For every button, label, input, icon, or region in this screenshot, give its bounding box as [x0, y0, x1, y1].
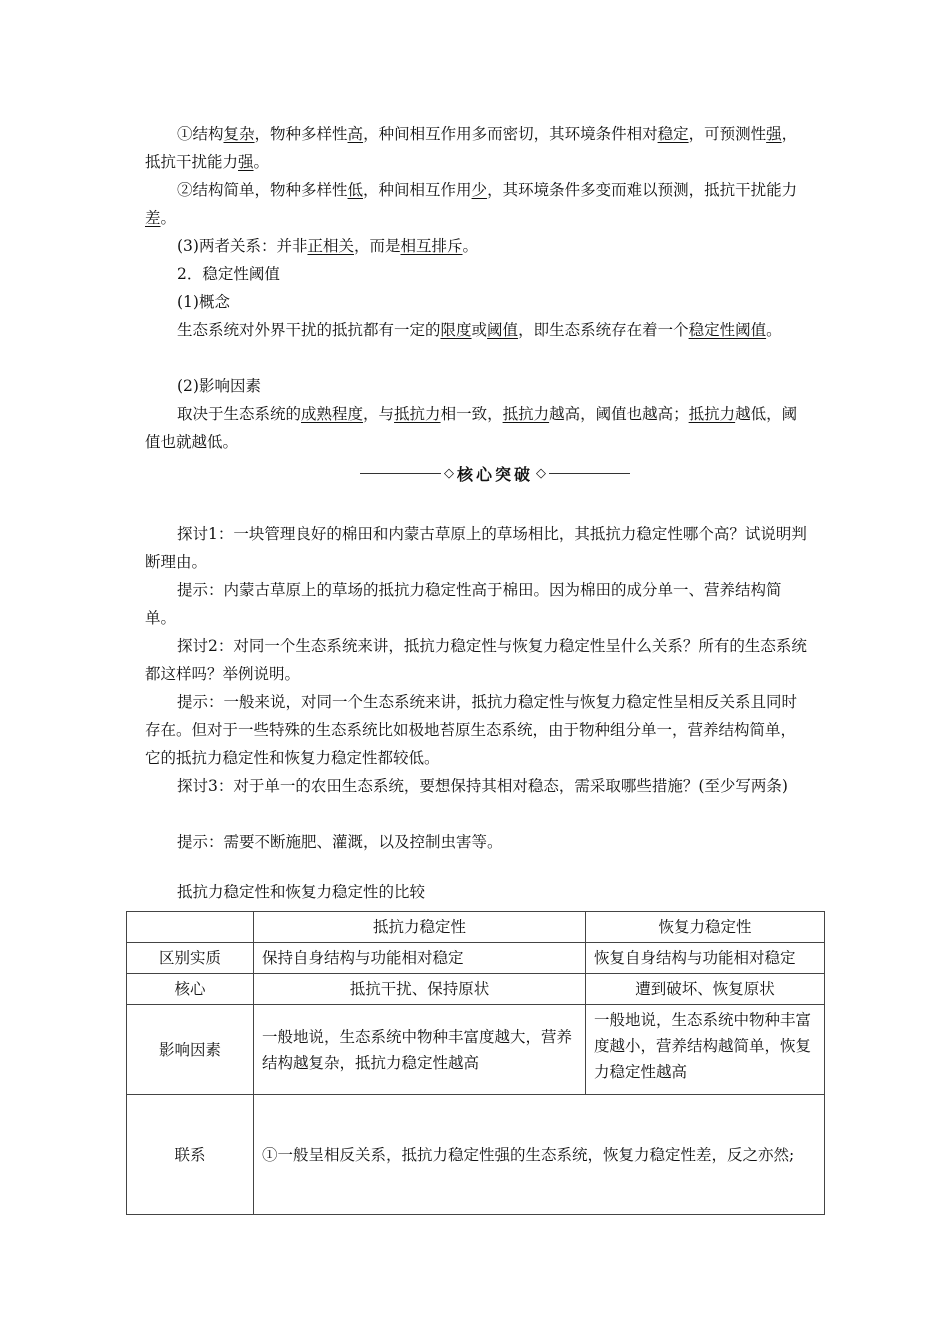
header-cell: 恢复力稳定性: [586, 912, 825, 943]
text: ，物种多样性: [254, 125, 348, 143]
header-cell: 抵抗力稳定性: [254, 912, 586, 943]
question-1: 探讨1：一块管理良好的棉田和内蒙古草原上的草场相比，其抵抗力稳定性哪个高？试说明判断理由。: [145, 525, 807, 571]
answer-blank: 高: [347, 125, 364, 143]
answer-blank: 复杂: [223, 125, 255, 143]
heading-factors: (2)影响因素: [177, 377, 261, 395]
table-row: [127, 1005, 825, 1095]
header-cell: [127, 912, 254, 943]
text: 。: [160, 209, 177, 227]
table-cell: 一般地说，生态系统中物种丰富度越小，营养结构越简单，恢复力稳定性越高: [586, 1005, 825, 1095]
paragraph-relationship: [145, 232, 810, 260]
diamond-icon: ◇: [536, 465, 547, 481]
table-cell: ①一般呈相反关系，抵抗力稳定性强的生态系统，恢复力稳定性差，反之亦然;: [254, 1095, 825, 1215]
answer-blank: 成熟程度: [301, 405, 364, 423]
answer-blank: 限度: [440, 321, 472, 339]
question-2: 探讨2：对同一个生态系统来讲，抵抗力稳定性与恢复力稳定性呈什么关系？所有的生态系统都这样吗？举例说明。: [145, 637, 807, 683]
answer-blank: 强: [238, 153, 254, 171]
answer-blank: 相互排斥: [400, 237, 463, 255]
answer-2: 提示：一般来说，对同一个生态系统来讲，抵抗力稳定性与恢复力稳定性呈相反关系且同时存在。但对于一些特殊的生态系统比如极地苔原生态系统，由于物种组分单一，营养结构简单，它的抵抗力稳定性和恢复力稳定性都较低。: [145, 693, 798, 767]
section-divider: [360, 460, 630, 486]
text: 相一致，: [440, 405, 503, 423]
comparison-table: [126, 911, 825, 1215]
row-label: 区别实质: [127, 943, 254, 974]
text: 生态系统对外界干扰的抵抗都有一定的: [177, 321, 441, 339]
text: ①结构: [177, 125, 224, 143]
text: 。: [766, 321, 782, 339]
text: ，即生态系统存在着一个: [518, 321, 689, 339]
answer-blank: 低: [347, 181, 364, 199]
text: ，其环境条件多变而难以预测，抵抗干扰能力: [487, 181, 798, 199]
answer-blank: 抵抗力: [502, 405, 550, 423]
table-cell: 一般地说，生态系统中物种丰富度越大，营养结构越复杂，抵抗力稳定性越高: [254, 1005, 586, 1095]
paragraph-concept: [145, 316, 810, 344]
text: ，而是: [353, 237, 401, 255]
text: 取决于生态系统的: [177, 405, 302, 423]
table-cell: 恢复自身结构与功能相对稳定: [586, 943, 825, 974]
table-row: [127, 974, 825, 1005]
answer-blank: 强: [766, 125, 782, 143]
text: ，与: [363, 405, 395, 423]
heading-concept: (1)概念: [177, 293, 230, 311]
divider-line: [549, 473, 630, 474]
row-label: 联系: [127, 1095, 254, 1215]
answer-blank: 抵抗力: [394, 405, 441, 423]
text: (3)两者关系：并非: [177, 237, 308, 255]
answer-blank: 差: [145, 209, 161, 227]
answer-blank: 少: [471, 181, 488, 199]
table-row: [127, 1095, 825, 1215]
text: 越低，阈值也就越低。: [145, 405, 798, 451]
table-row: [127, 943, 825, 974]
text: ，可预测性: [688, 125, 767, 143]
row-label: 影响因素: [127, 1005, 254, 1095]
text: ，种间相互作用: [363, 181, 472, 199]
answer-3: 提示：需要不断施肥、灌溉，以及控制虫害等。: [177, 833, 503, 851]
section-title: 核心突破: [457, 464, 534, 484]
table-cell: 遭到破坏、恢复原状: [586, 974, 825, 1005]
answer-blank: 稳定性阈值: [688, 321, 767, 339]
table-header-row: [127, 912, 825, 943]
table-caption: 抵抗力稳定性和恢复力稳定性的比较: [177, 883, 426, 901]
paragraph-factors: [145, 400, 810, 456]
heading-threshold: 2．稳定性阈值: [177, 265, 280, 283]
text: 。: [462, 237, 479, 255]
text: ②结构简单，物种多样性: [177, 181, 348, 199]
text: 。: [253, 153, 270, 171]
row-label: 核心: [127, 974, 254, 1005]
table-cell: 保持自身结构与功能相对稳定: [254, 943, 586, 974]
diamond-icon: ◇: [444, 465, 454, 481]
question-3: 探讨3：对于单一的农田生态系统，要想保持其相对稳态，需采取哪些措施？(至少写两条): [177, 777, 788, 795]
paragraph-simple-structure: [145, 176, 810, 232]
text: 或: [471, 321, 488, 339]
answer-blank: 正相关: [307, 237, 354, 255]
text: 越高，阈值也越高；: [549, 405, 689, 423]
divider-line: [360, 473, 441, 474]
table-cell: 抵抗干扰、保持原状: [254, 974, 586, 1005]
answer-blank: 抵抗力: [688, 405, 736, 423]
answer-blank: 阈值: [487, 321, 519, 339]
text: ，种间相互作用多而密切，其环境条件相对: [363, 125, 658, 143]
text: ，抵抗干扰能力: [145, 125, 798, 171]
paragraph-complex-structure: [145, 120, 810, 176]
answer-blank: 稳定: [657, 125, 689, 143]
answer-1: 提示：内蒙古草原上的草场的抵抗力稳定性高于棉田。因为棉田的成分单一、营养结构简单。: [145, 581, 782, 627]
